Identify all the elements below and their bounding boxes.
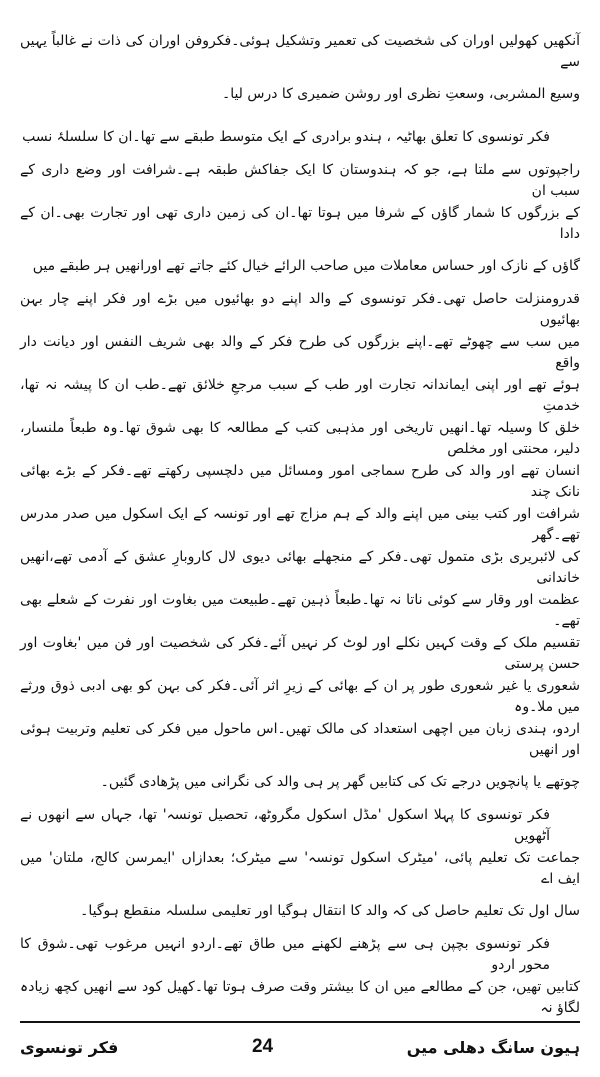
text-line: آنکھیں کھولیں اوران کی شخصیت کی تعمیر وتشکیل ہوئی۔فکروفن اوران کی ذات نے غالباً یہیں سے <box>20 32 580 70</box>
text-line: جماعت تک تعلیم پائی، 'میٹرک اسکول تونسہ' سے میٹرک؛ بعدازاں 'ایمرسن کالج، ملتان' میں ایف اے <box>20 849 580 887</box>
text-line: تقسیم ملک کے وقت کہیں نکلے اور لوٹ کر نہیں آئے۔فکر کی شخصیت اور فن میں 'بغاوت اور حسن پرستی <box>20 634 580 672</box>
text-line: اردو، ہندی زبان میں اچھی استعداد کی مالک تھیں۔اس ماحول میں فکر کی تعلیم وتربیت ہوئی اور انھیں <box>20 720 580 758</box>
text-line: قدرومنزلت حاصل تھی۔فکر تونسوی کے والد اپنے دو بھائیوں میں بڑے اور فکر اپنے چار بہن بھائیوں <box>20 290 580 328</box>
text-line: شرافت اور کتب بینی میں اپنے والد کے ہم مزاج تھے اور تونسہ کے ایک اسکول میں صدر مدرس تھے۔گھر <box>20 505 580 543</box>
text-line: کی لائبریری بڑی متمول تھی۔فکر کے منجھلے بھائی دیوی لال کاروبارِ عشق کے آدمی تھے،انھیں خاندانی <box>20 548 580 586</box>
text-line: گاؤں کے نازک اور حساس معاملات میں صاحب الرائے خیال کئے جاتے تھے اورانھیں ہر طبقے میں <box>32 258 580 274</box>
page-body <box>20 30 580 1019</box>
footer-divider <box>20 1021 580 1023</box>
text-line: وسیع المشربی، وسعتِ نظری اور روشن ضمیری کا درس لیا۔ <box>221 86 580 102</box>
text-line: میں سب سے چھوٹے تھے۔اپنے بزرگوں کی طرح فکر کے والد بھی شریف النفس اور دیانت دار واقع <box>20 333 580 371</box>
text-line: راجپوتوں سے ملتا ہے، جو کہ ہندوستان کا ایک جفاکش طبقہ ہے۔شرافت اور وضع داری کے سبب ان <box>20 161 580 199</box>
text-line: ہوئے تھے اور اپنی ایماندانہ تجارت اور طب کے سبب مرجعِ خلائق تھے۔طب ان کا پیشہ نہ تھا، خدمتِ <box>20 376 580 414</box>
text-line: خلق کا وسیلہ تھا۔انھیں تاریخی اور مذہبی کتب کے مطالعہ کا بھی شوق تھا۔وہ طبعاً ملنسار، دلیر، محنتی اور مخلص <box>20 419 580 457</box>
text-line: عظمت اور وقار سے کوئی ناتا نہ تھا۔طبعاً ذہین تھے۔طبیعت میں بغاوت اور نفرت کے شعلے بھی تھے۔ <box>20 591 580 629</box>
text-line: چوتھے یا پانچویں درجے تک کی کتابیں گھر پر ہی والد کی نگرانی میں پڑھادی گئیں۔ <box>100 774 580 790</box>
text-line: انسان تھے اور والد کی طرح سماجی امور ومسائل میں دلچسپی رکھتے تھے۔فکر کے بڑے بھائی نانک چند <box>20 462 580 500</box>
paragraph-start-line: فکر تونسوی بچپن ہی سے پڑھنے لکھنے میں طاق تھے۔اردو انہیں مرغوب تھی۔شوق کا محور اردو <box>20 935 550 973</box>
text-line: شعوری یا غیر شعوری طور پر ان کے بھائی کے زیرِ اثر آئی۔فکر کی بہن کو بھی ادبی ذوق ورثے میں ملا۔وہ <box>20 677 580 715</box>
footer-author: فکر تونسوی <box>20 1037 119 1057</box>
text-line: کے بزرگوں کا شمار گاؤں کے شرفا میں ہوتا تھا۔ان کی زمین داری تھی اور تجارت بھی۔ان کے دادا <box>20 204 580 242</box>
page-number: 24 <box>251 1036 274 1057</box>
paragraph-start-line: فکر تونسوی کا تعلق بھاٹیہ ، ہندو برادری کے ایک متوسط طبقے سے تھا۔ان کا سلسلۂ نسب <box>22 129 550 145</box>
footer-book-title: ہیون سانگ دھلی میں <box>406 1037 580 1057</box>
page-footer <box>20 1032 580 1062</box>
text-line: سال اول تک تعلیم حاصل کی کہ والد کا انتقال ہوگیا اور تعلیمی سلسلہ منقطع ہوگیا۔ <box>80 903 580 919</box>
text-line: کتابیں تھیں، جن کے مطالعے میں ان کا بیشتر وقت صرف ہوتا تھا۔کھیل کود سے انھیں کچھ زیادہ لگاؤ نہ <box>20 978 580 1016</box>
paragraph-start-line: فکر تونسوی کا پہلا اسکول 'مڈل اسکول مگروٹھ، تحصیل تونسہ' تھا، جہاں سے انھوں نے آٹھویں <box>20 806 550 844</box>
